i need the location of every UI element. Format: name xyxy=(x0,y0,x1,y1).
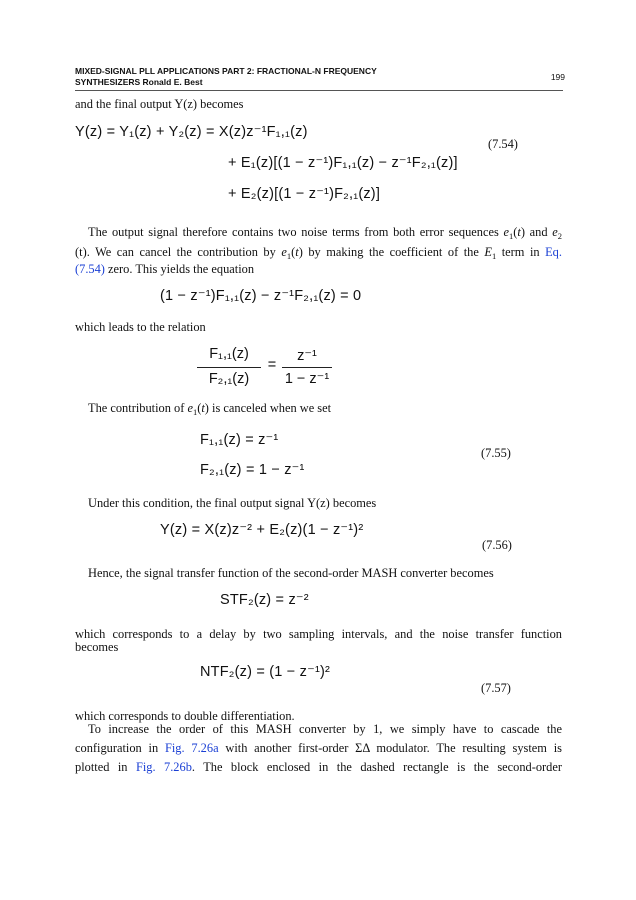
paragraph-7-line1: which corresponds to a delay by two sampling intervals, and the noise transfer function xyxy=(75,627,562,641)
paragraph-2-line1: The output signal therefore contains two noise terms from both error sequences $e_1(t)$ and $e_2$ xyxy=(88,225,562,241)
paragraph-7-line2: becomes xyxy=(75,640,119,654)
relation-numerator-right: z⁻¹ xyxy=(297,348,317,364)
paragraph-9-line3: plotted in Fig. 7.26b. The block enclosed in the dashed rectangle is the second-order xyxy=(75,760,562,774)
equation-ntf: NTF₂(z) = (1 − z⁻¹)² xyxy=(200,664,331,680)
paragraph-9-line2: configuration in Fig. 7.26a with another first-order ΣΔ modulator. The resulting system is xyxy=(75,741,562,755)
relation-numerator-left: F₁,₁(z) xyxy=(209,346,249,362)
equation-7-54-line2: + E₁(z)[(1 − z⁻¹)F₁,₁(z) − z⁻¹F₂,₁(z)] xyxy=(228,155,458,171)
paragraph-5: Under this condition, the final output signal Y(z) becomes xyxy=(88,496,377,510)
equation-7-54-line1: Y(z) = Y₁(z) + Y₂(z) = X(z)z⁻¹F₁,₁(z) xyxy=(75,124,308,140)
equation-7-56: Y(z) = X(z)z⁻² + E₂(z)(1 − z⁻¹)² xyxy=(160,522,364,538)
paragraph-4: The contribution of $e_1(t)$ is canceled when we set xyxy=(88,401,332,417)
paragraph-9-line1: To increase the order of this MASH converter by 1, we simply have to cascade the xyxy=(88,722,562,736)
paragraph-8: which corresponds to double differentiation. xyxy=(75,709,295,723)
relation-equals: = xyxy=(267,357,277,373)
eq-7-54-link-a[interactable]: Eq. xyxy=(545,245,562,259)
eq-7-54-link-b[interactable]: (7.54) xyxy=(75,262,105,276)
paragraph-1: and the final output Y(z) becomes xyxy=(75,97,244,111)
equation-number-7-54: (7.54) xyxy=(488,137,518,151)
equation-number-7-57: (7.57) xyxy=(481,681,511,695)
page-number: 199 xyxy=(550,72,565,82)
equation-cancel: (1 − z⁻¹)F₁,₁(z) − z⁻¹F₂,₁(z) = 0 xyxy=(160,288,362,304)
header-title-line1: MIXED-SIGNAL PLL APPLICATIONS PART 2: FRACTIONAL-N FREQUENCY xyxy=(75,66,377,76)
paragraph-3: which leads to the relation xyxy=(75,320,206,334)
paragraph-2-line2: (t). We can cancel the contribution by $e_1(t)$ by making the coefficient of the $E_1$ term in Eq. xyxy=(75,245,562,261)
relation-denominator-left: F₂,₁(z) xyxy=(208,371,250,387)
equation-number-7-55: (7.55) xyxy=(481,446,511,460)
running-header xyxy=(75,66,565,88)
fig-7-26a-link[interactable]: Fig. 7.26a xyxy=(164,741,219,755)
fig-7-26b-link[interactable]: Fig. 7.26b xyxy=(135,760,192,774)
equation-7-55-line1: F₁,₁(z) = z⁻¹ xyxy=(200,432,279,448)
header-rule xyxy=(75,90,563,91)
header-title-line2: SYNTHESIZERS Ronald E. Best xyxy=(75,77,203,87)
equation-stf: STF₂(z) = z⁻² xyxy=(220,592,309,608)
relation-denominator-right: 1 − z⁻¹ xyxy=(284,371,330,387)
equation-number-7-56: (7.56) xyxy=(482,538,512,552)
relation-bar-left xyxy=(197,367,261,368)
equation-7-55-line2: F₂,₁(z) = 1 − z⁻¹ xyxy=(200,462,305,478)
relation-bar-right xyxy=(282,367,332,368)
paragraph-2-line3: (7.54) zero. This yields the equation xyxy=(75,262,255,276)
equation-7-54-line3: + E₂(z)[(1 − z⁻¹)F₂,₁(z)] xyxy=(228,186,381,202)
paragraph-6: Hence, the signal transfer function of the second-order MASH converter becomes xyxy=(88,566,494,580)
